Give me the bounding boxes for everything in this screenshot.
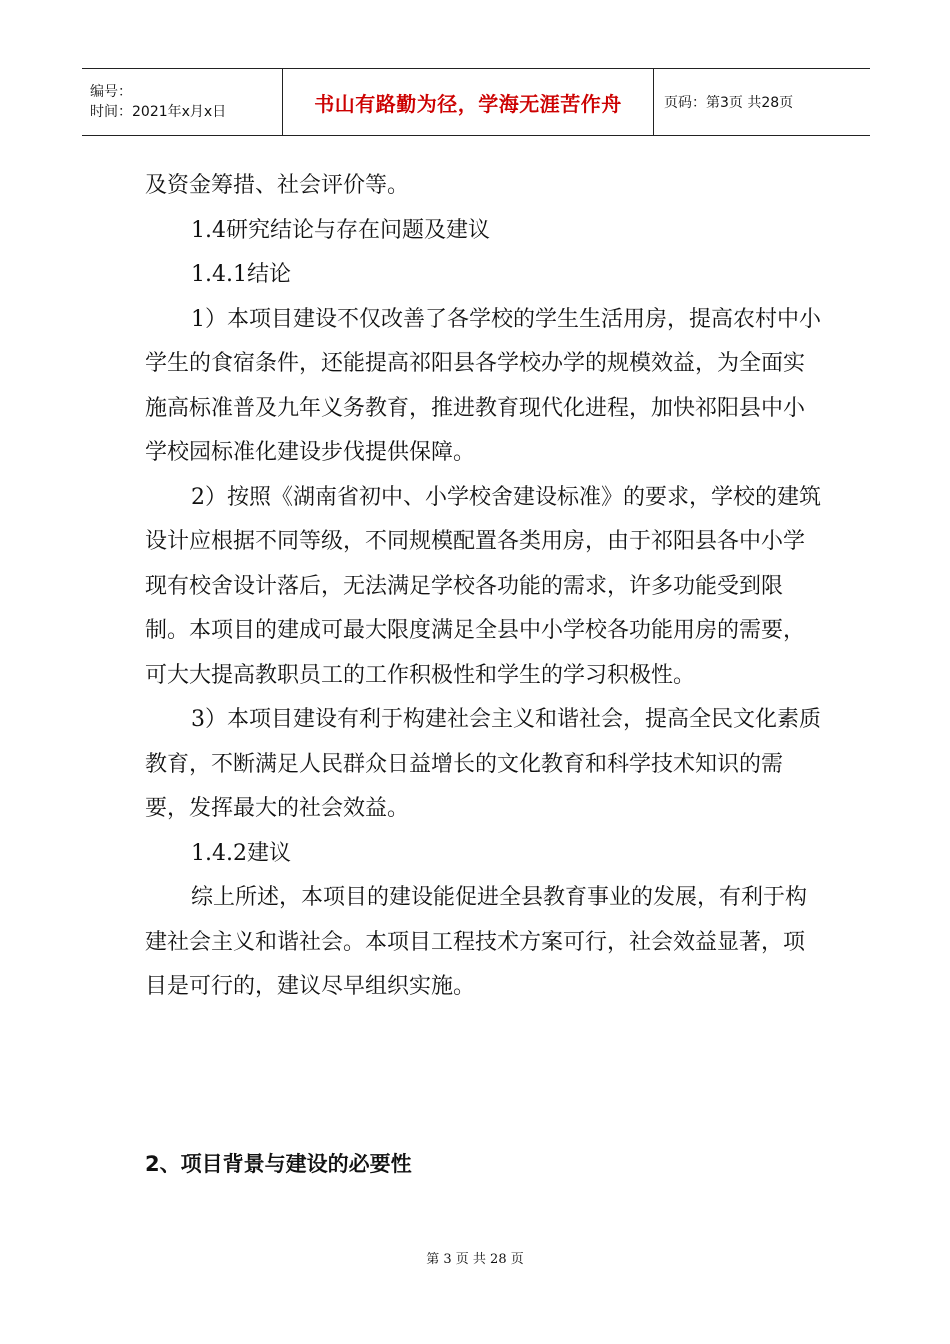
- section-heading: 2、项目背景与建设的必要性: [145, 1152, 412, 1176]
- page-footer: 第 3 页 共 28 页: [426, 1252, 524, 1267]
- subsection-heading: 1.4.2建议: [191, 840, 291, 866]
- body-paragraph: 1）本项目建设不仅改善了各学校的学生生活用房，提高农村中小学生的食宿条件，还能提高祁阳县各学校办学的规模效益，为全面实施高标准普及九年义务教育，推进教育现代化进程，加快祁阳县中小学校园标准化建设步伐提供保障。: [145, 306, 821, 465]
- header-meta: [82, 69, 282, 135]
- header-page-info: 页码：第3页 共28页: [664, 95, 794, 111]
- header-motto-cell: [282, 69, 654, 135]
- document-date: 时间：2021年x月x日: [90, 104, 227, 120]
- subsection-heading: 1.4研究结论与存在问题及建议: [191, 217, 490, 243]
- body-paragraph: 3）本项目建设有利于构建社会主义和谐社会，提高全民文化素质教育，不断满足人民群众日益增长的文化教育和科学技术知识的需要，发挥最大的社会效益。: [145, 707, 821, 821]
- header-motto: 书山有路勤为径，学海无涯苦作舟: [314, 91, 622, 116]
- document-number-label: 编号：: [90, 84, 132, 100]
- body-paragraph: 综上所述，本项目的建设能促进全县教育事业的发展，有利于构建社会主义和谐社会。本项目工程技术方案可行，社会效益显著，项目是可行的，建议尽早组织实施。: [145, 885, 808, 999]
- page-header: [82, 68, 870, 136]
- document-body: [145, 164, 825, 1010]
- body-paragraph: 2）按照《湖南省初中、小学校舍建设标准》的要求，学校的建筑设计应根据不同等级，不同规模配置各类用房，由于祁阳县各中小学现有校舍设计落后，无法满足学校各功能的需求，许多功能受到限制。本项目的建成可最大限度满足全县中小学校各功能用房的需要，可大大提高教职员工的工作积极性和学生的学习积极性。: [145, 484, 821, 688]
- body-paragraph: 及资金筹措、社会评价等。: [145, 173, 410, 198]
- header-page-cell: [654, 69, 870, 135]
- subsection-heading: 1.4.1结论: [191, 262, 291, 287]
